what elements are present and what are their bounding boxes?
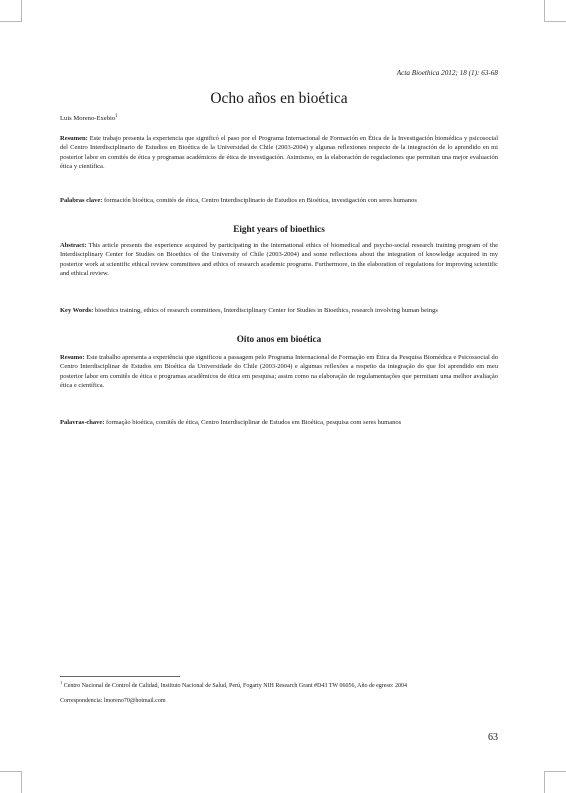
resumo-text: Este trabalho apresenta a experiência que significou a passagem pelo Programa Internacional de Formação em Ética da Pesquisa Biomédica e Psicossocial do Centro Interdisciplinar de Estudos em Bioética da Universidade do Chile (2003-2004) e algumas reflexões a respeito da integração do que foi aprendido em meu posterior labor em comitês de ética e programas acadêmicos de ética em pesquisa; assim como na elaboração de regulamentações que permitam uma melhor avaliação ética e científica. xyxy=(60,354,498,390)
resumen-label: Resumen: xyxy=(60,135,88,142)
palabras-clave-paragraph xyxy=(60,196,498,205)
author-footnote-mark: 1 xyxy=(115,114,118,119)
crop-mark xyxy=(544,771,566,772)
crop-mark xyxy=(0,771,22,772)
crop-mark xyxy=(544,771,545,793)
correspondence-line: Correspondencia: lmoreno70@hotmail.com xyxy=(60,698,166,704)
title-portuguese: Oito anos em bioética xyxy=(236,334,322,344)
crop-mark xyxy=(0,21,22,22)
keywords-paragraph xyxy=(60,306,498,315)
footnote-text: Centro Nacional de Control de Calidad, Instituto Nacional de Salud, Perú, Fogarty NIH Research Grant #D43 TW 06056, Año de egreso: 2004 xyxy=(62,683,407,689)
crop-mark xyxy=(544,21,566,22)
author-line xyxy=(60,114,118,122)
abstract-label: Abstract: xyxy=(60,242,87,249)
title-english: Eight years of bioethics xyxy=(233,224,325,234)
palavras-chave-text: formação bioética, comitês de ética, Centro Interdisciplinar de Estudos em Bioética, pesquisa com seres humanos xyxy=(104,419,402,426)
abstract-paragraph xyxy=(60,241,498,279)
title-spanish: Ocho años en bioética xyxy=(210,90,348,107)
author-name: Luis Moreno-Exebio xyxy=(60,115,116,123)
palavras-chave-paragraph xyxy=(60,418,498,427)
footnote-mark: 1 xyxy=(60,680,63,685)
resumen-text: Este trabajo presenta la experiencia que significó el paso por el Programa Internacional de Formación en Ética de la Investigación biomédica y psicosocial del Centro Interdisciplinario de Estudios en Bioética de la Universidad de Chile (2003-2004) y algunas reflexiones respecto de la integración de lo aprendido en mi posterior labor en comités de ética y programas académicos de ética de investigación. Asimismo, en la elaboración de regulaciones que permitan una mejor evaluación ética y científica. xyxy=(60,135,498,171)
page-number: 63 xyxy=(488,732,498,743)
keywords-label: Key Words: xyxy=(60,307,94,314)
palavras-chave-label: Palavras-chave: xyxy=(60,419,105,426)
footnote-divider xyxy=(60,676,180,677)
journal-reference: Acta Bioethica 2012; 18 (1): 63-68 xyxy=(396,69,498,77)
palabras-clave-label: Palabras clave: xyxy=(60,197,103,204)
keywords-text: bioethics training, ethics of research committees, Interdisciplinary Center for Studies in Bioethics, research involving human beings xyxy=(93,307,438,314)
resumen-paragraph xyxy=(60,134,498,172)
crop-mark xyxy=(544,0,545,22)
footnote xyxy=(60,679,498,690)
crop-mark xyxy=(21,771,22,793)
resumo-paragraph xyxy=(60,353,498,391)
resumo-label: Resumo: xyxy=(60,354,85,361)
palabras-clave-text: formación bioética, comités de ética, Centro Interdisciplinario de Estudios en Bioética, investigación con seres humanos xyxy=(102,197,417,204)
abstract-text: This article presents the experience acquired by participating in the international ethics of biomedical and psycho-social research training program of the Interdisciplinary Center for Studies on Bioethics of the University of Chile (2003-2004) and some reflections about the integration of knowledge acquired in my posterior work at scientific ethical review committees and ethics of research academic programs. Furthermore, in the elaboration of regulations for improving scientific and ethical review. xyxy=(60,242,498,278)
crop-mark xyxy=(21,0,22,22)
